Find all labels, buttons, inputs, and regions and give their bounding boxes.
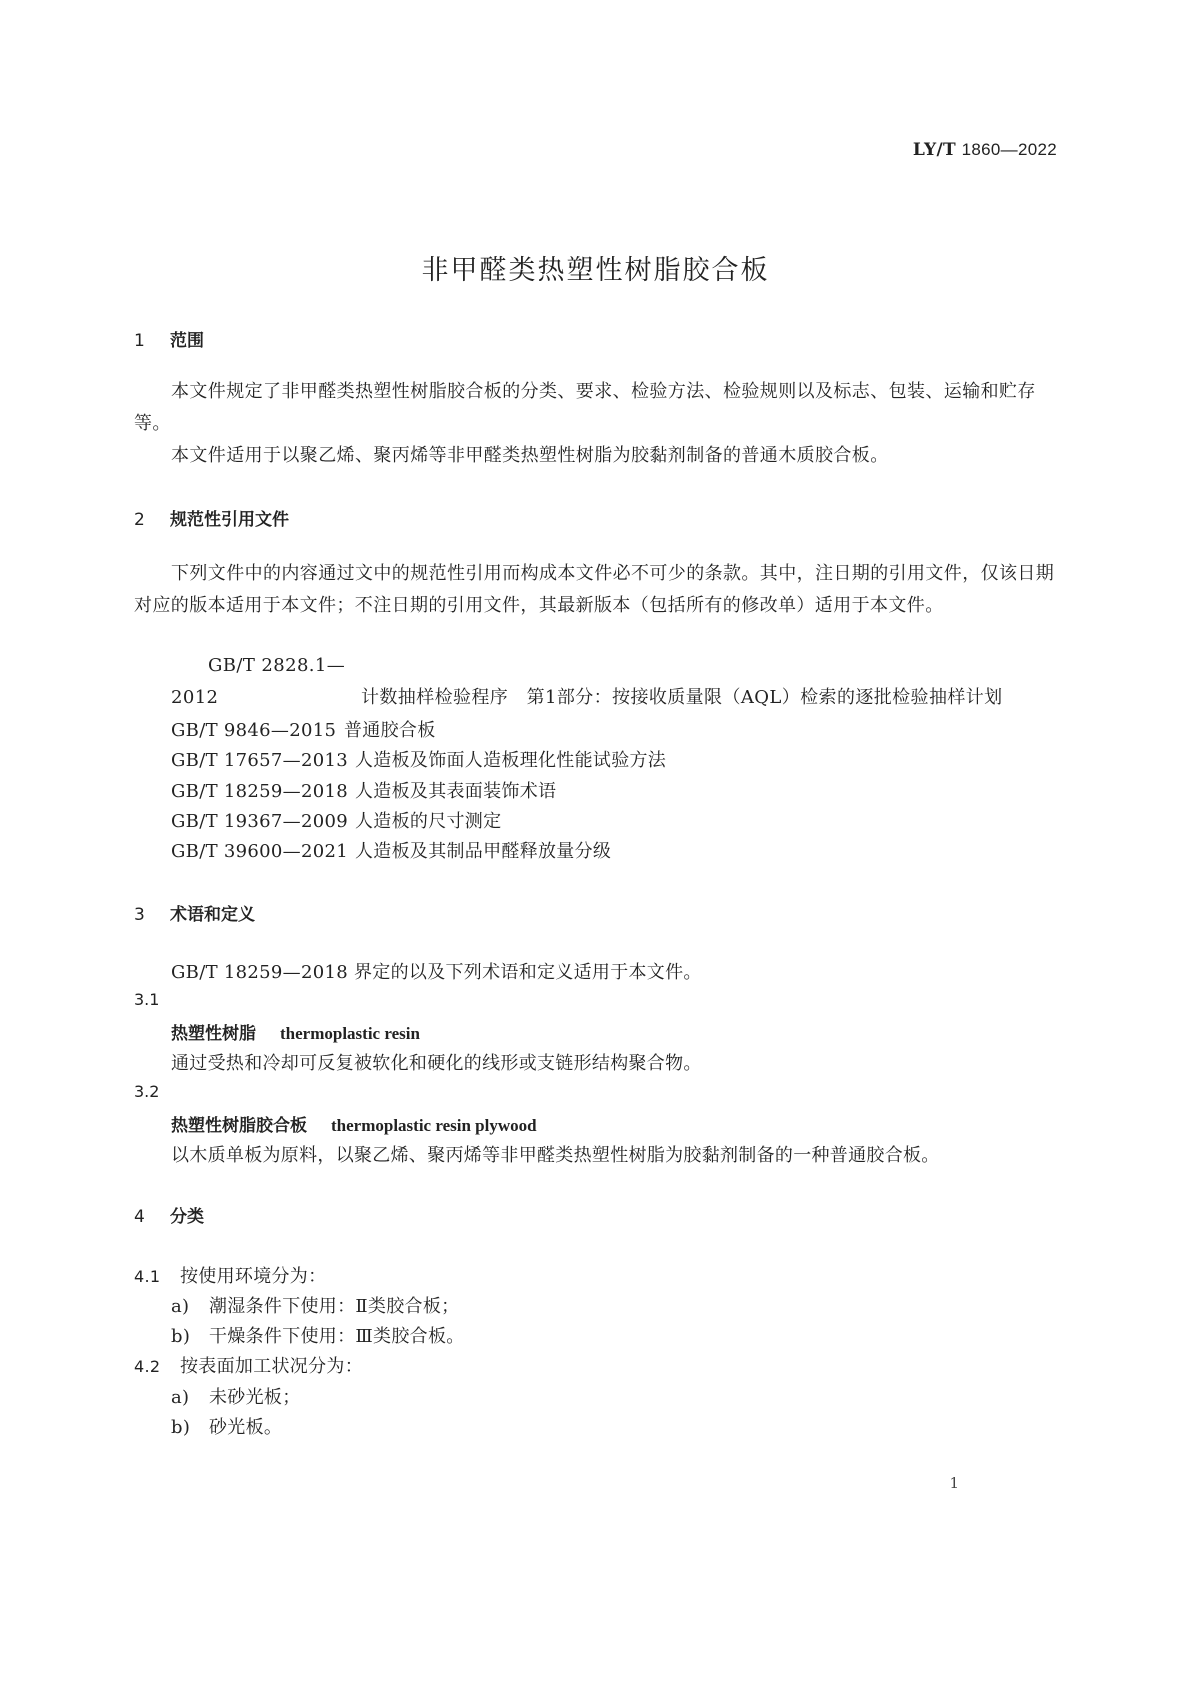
reference-code: GB/T 17657—2013: [171, 750, 348, 771]
list-item: [171, 1292, 459, 1318]
subclause-number: 4.1: [134, 1267, 161, 1286]
reference-title: 人造板及饰面人造板理化性能试验方法: [355, 750, 667, 771]
standard-code: [913, 140, 1057, 160]
section-3-heading: [134, 900, 255, 925]
term-name-zh: 热塑性树脂: [171, 1024, 256, 1044]
section-4-heading: [134, 1202, 204, 1227]
section-number: 3: [134, 905, 145, 925]
reference-code: GB/T 39600—2021: [171, 841, 348, 862]
section-title: 术语和定义: [170, 905, 255, 925]
subclause-text: 按使用环境分为：: [180, 1266, 327, 1287]
list-marker: a): [171, 1387, 190, 1408]
term-name-zh: 热塑性树脂胶合板: [171, 1116, 307, 1136]
section-title: 范围: [170, 331, 204, 351]
section-1-paragraph-1: 本文件规定了非甲醛类热塑性树脂胶合板的分类、要求、检验方法、检验规则以及标志、包装、运输和贮存等。: [134, 381, 1036, 434]
reference-code: GB/T 2828.1—2012: [171, 655, 346, 708]
reference-title: 人造板及其表面装饰术语: [355, 781, 557, 802]
subclause-4-2: [134, 1352, 363, 1378]
term-definition: 通过受热和冷却可反复被软化和硬化的线形或支链形结构聚合物。: [171, 1053, 702, 1074]
reference-item: [171, 807, 501, 833]
list-item-text: 干燥条件下使用：Ⅲ类胶合板。: [209, 1326, 465, 1347]
reference-code: GB/T 18259—2018: [171, 781, 348, 802]
reference-title: 人造板的尺寸测定: [355, 811, 502, 832]
standard-code-prefix: LY/T: [912, 140, 956, 160]
reference-item: [171, 777, 556, 803]
term-heading: [171, 1019, 420, 1044]
section-2-intro: 下列文件中的内容通过文中的规范性引用而构成本文件必不可少的条款。其中，注日期的引用文件，仅该日期对应的版本适用于本文件；不注日期的引用文件，其最新版本（包括所有的修改单）适用于本文件。: [134, 563, 1055, 616]
section-2-heading: [134, 505, 289, 530]
reference-title: 普通胶合板: [344, 720, 436, 741]
list-marker: b): [171, 1417, 191, 1438]
reference-title: 人造板及其制品甲醛释放量分级: [355, 841, 612, 862]
term-number: 3.2: [134, 1082, 160, 1101]
term-heading: [171, 1111, 537, 1136]
list-marker: a): [171, 1296, 190, 1317]
reference-item: [134, 650, 1056, 714]
document-title: 非甲醛类热塑性树脂胶合板: [421, 255, 770, 286]
section-3-intro: GB/T 18259—2018 界定的以及下列术语和定义适用于本文件。: [171, 962, 702, 983]
list-item: [171, 1413, 282, 1439]
reference-item: [171, 716, 436, 742]
section-number: 4: [134, 1207, 145, 1227]
section-title: 规范性引用文件: [170, 510, 289, 530]
section-1-paragraph-2: 本文件适用于以聚乙烯、聚丙烯等非甲醛类热塑性树脂为胶黏剂制备的普通木质胶合板。: [171, 445, 889, 466]
subclause-4-1: [134, 1262, 326, 1288]
term-number: 3.1: [134, 990, 160, 1009]
subclause-number: 4.2: [134, 1357, 161, 1376]
list-marker: b): [171, 1326, 191, 1347]
list-item-text: 砂光板。: [209, 1417, 283, 1438]
list-item: [171, 1383, 301, 1409]
term-name-en: thermoplastic resin: [280, 1024, 420, 1043]
section-number: 2: [134, 510, 145, 530]
page-number: 1: [949, 1474, 959, 1492]
section-number: 1: [134, 331, 145, 351]
reference-item: [171, 837, 611, 863]
reference-item: [171, 746, 666, 772]
section-title: 分类: [170, 1207, 204, 1227]
reference-code: GB/T 19367—2009: [171, 811, 348, 832]
reference-code: GB/T 9846—2015: [171, 720, 337, 741]
term-definition: 以木质单板为原料，以聚乙烯、聚丙烯等非甲醛类热塑性树脂为胶黏剂制备的一种普通胶合板。: [171, 1145, 940, 1166]
standard-code-number: 1860—2022: [961, 140, 1057, 159]
section-1-heading: [134, 326, 204, 351]
list-item: [171, 1322, 465, 1348]
list-item-text: 未砂光板；: [209, 1387, 301, 1408]
term-name-en: thermoplastic resin plywood: [331, 1116, 537, 1135]
list-item-text: 潮湿条件下使用：Ⅱ类胶合板；: [209, 1296, 460, 1317]
reference-title: 计数抽样检验程序 第1部分：按接收质量限（AQL）检索的逐批检验抽样计划: [361, 687, 1003, 708]
subclause-text: 按表面加工状况分为：: [180, 1356, 363, 1377]
